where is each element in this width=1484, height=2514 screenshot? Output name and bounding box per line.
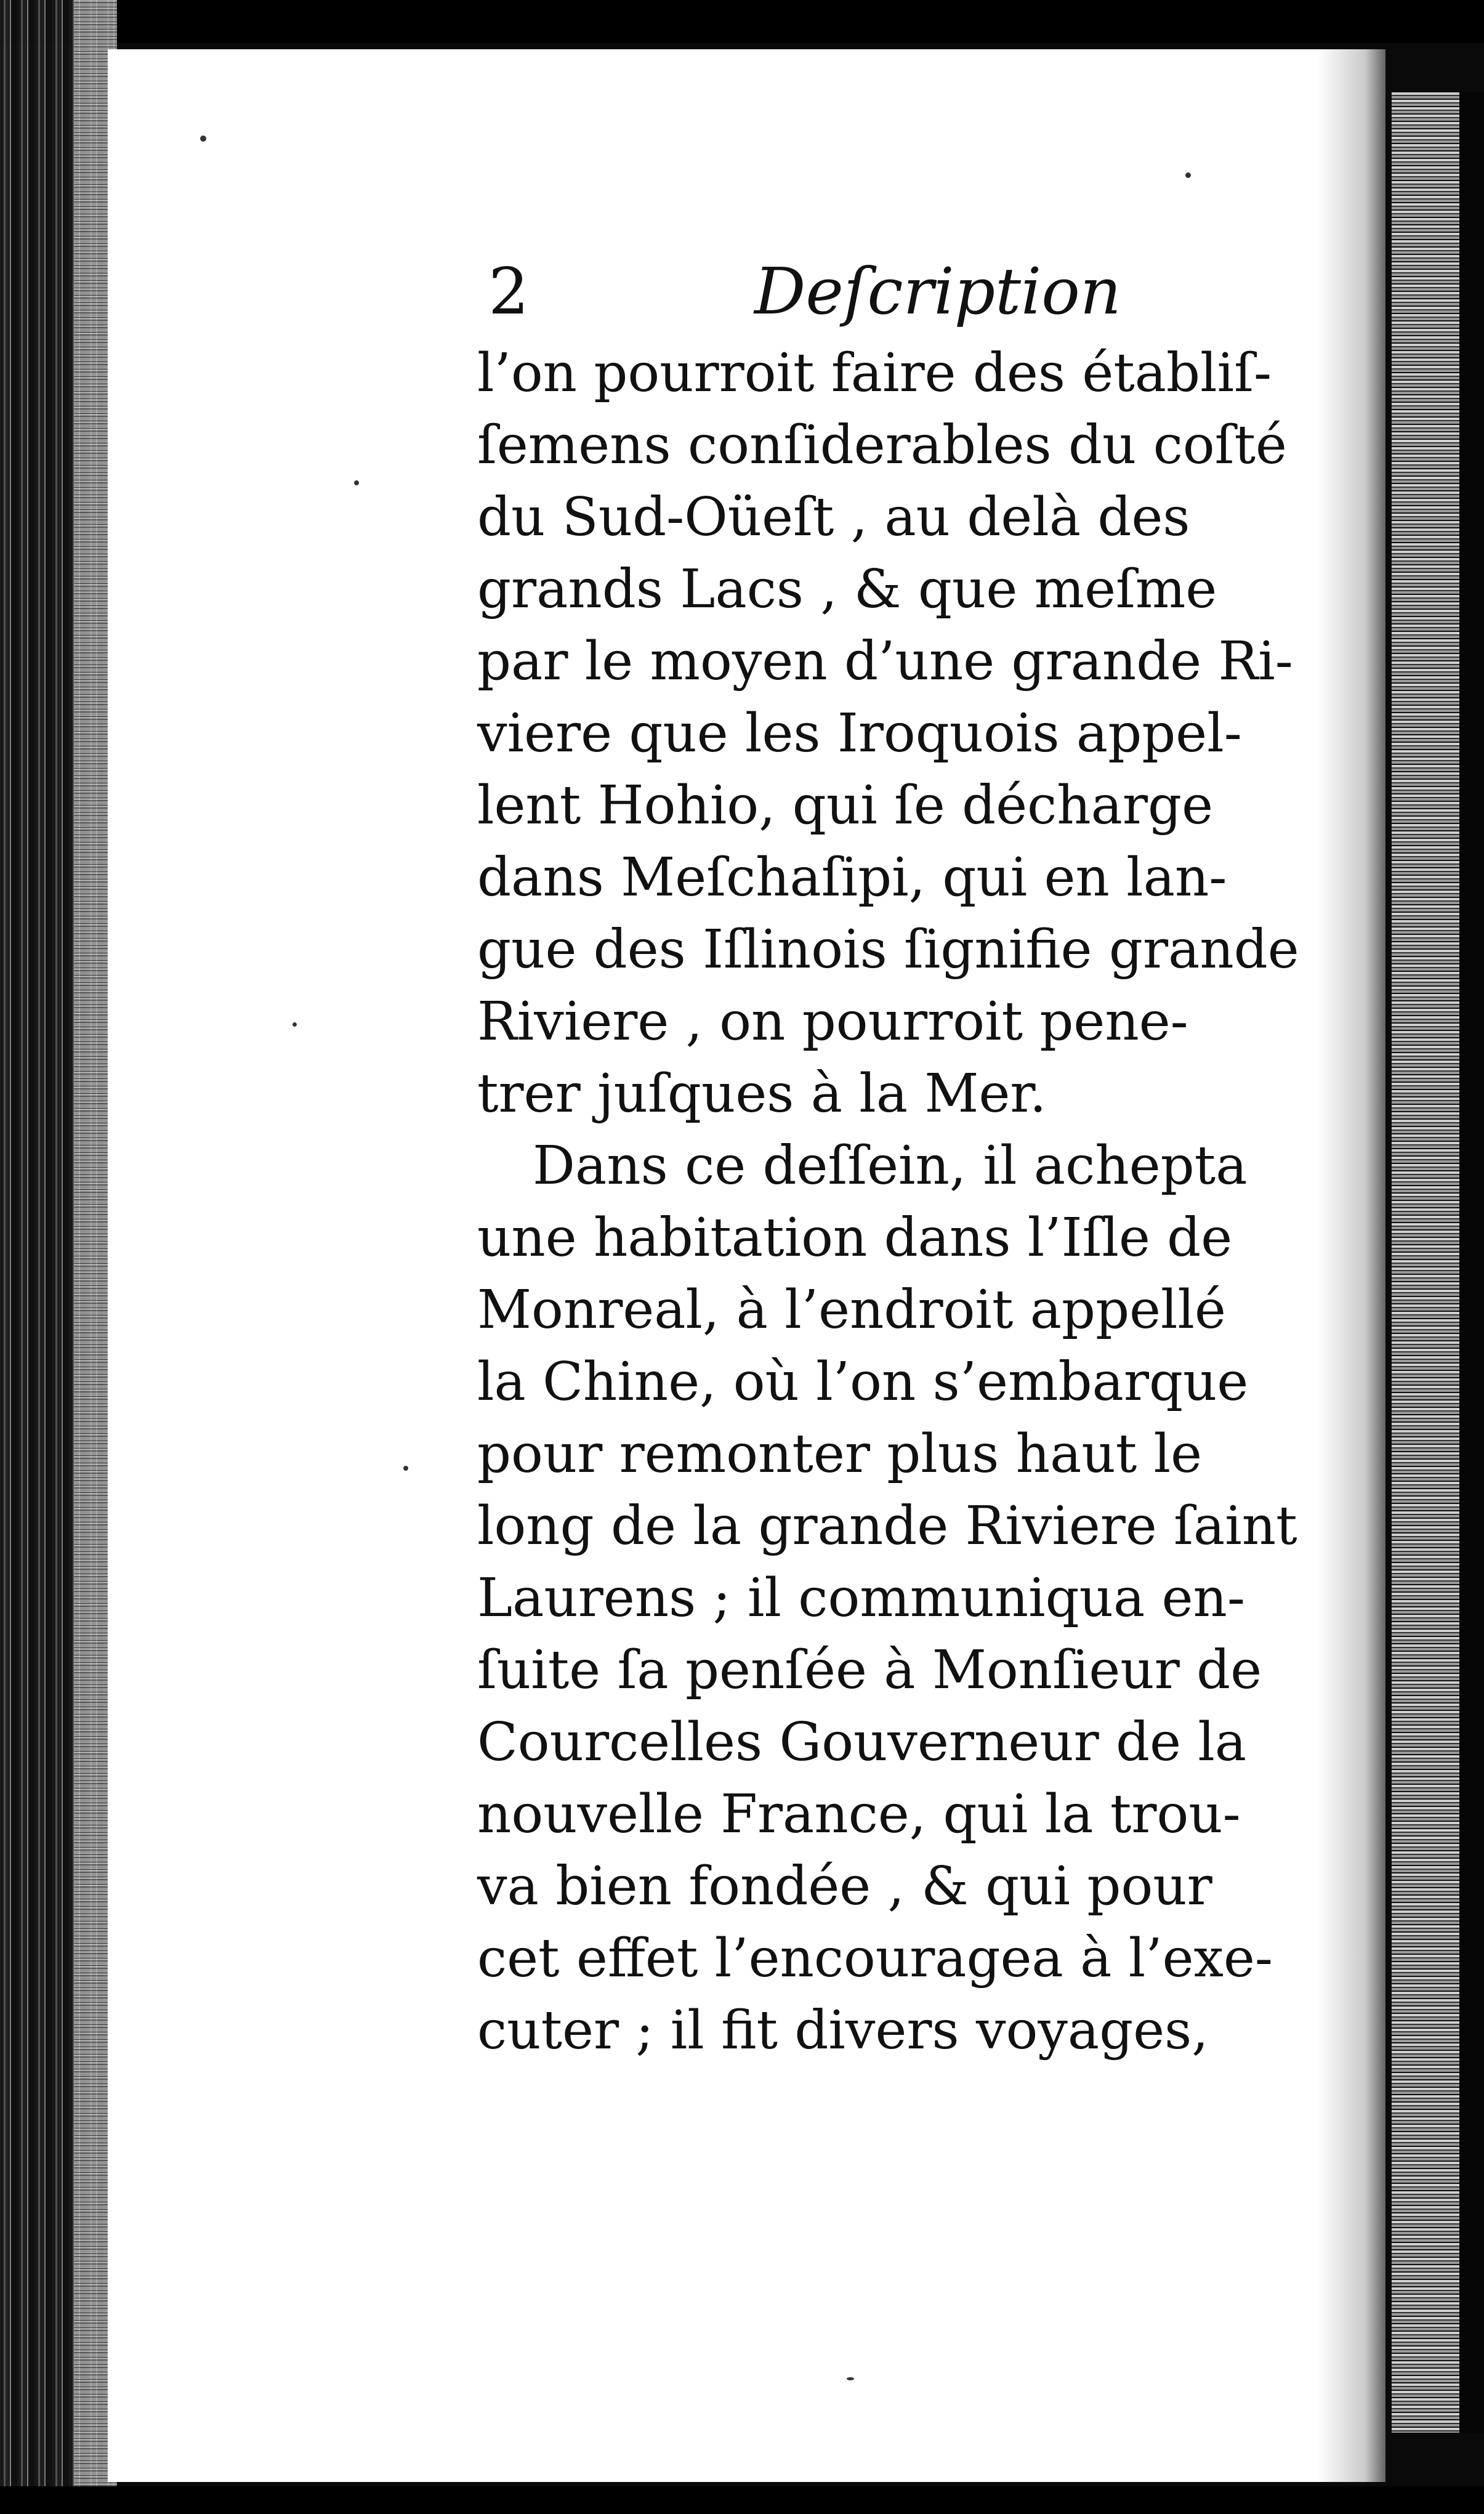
page-edge-stack	[1392, 92, 1484, 2433]
text-line: va bien fondée , & qui pour	[477, 1856, 1212, 1917]
text-line: gue des Iſlinois ſignifie grande	[477, 919, 1299, 980]
text-line: dans Meſchaſipi, qui en lan-	[477, 847, 1227, 908]
text-line: viere que les Iroquois appel-	[477, 703, 1242, 764]
scan-top-border	[0, 0, 1484, 43]
text-line: grands Lacs , & que meſme	[477, 559, 1217, 620]
text-line: la Chine, où l’on s’embarque	[477, 1351, 1249, 1413]
text-line: Dans ce deſſein, il achepta	[533, 1135, 1248, 1197]
text-line: ſemens conſiderables du coſté	[477, 414, 1287, 476]
running-title: Deſcription	[754, 254, 1121, 329]
text-line: lent Hohio, qui ſe décharge	[477, 775, 1213, 836]
text-line: l’on pourroit faire des établiſ-	[477, 342, 1272, 404]
page-header	[477, 245, 1475, 337]
page-number: 2	[488, 254, 530, 329]
scan-speck	[847, 2377, 854, 2380]
text-line: Monreal, à l’endroit appellé	[477, 1279, 1226, 1341]
scan-speck	[1185, 172, 1191, 178]
scan-speck	[403, 1466, 408, 1471]
text-line: Riviere , on pourroit pene-	[477, 991, 1188, 1053]
scan-speck	[354, 480, 359, 485]
scan-bottom-border	[0, 2486, 1484, 2514]
text-line: Laurens ; il communiqua en-	[477, 1567, 1245, 1629]
paper-page	[108, 49, 1385, 2482]
text-line: par le moyen d’une grande Ri-	[477, 631, 1293, 692]
text-line: du Sud-Oüeſt , au delà des	[477, 487, 1190, 548]
scan-speck	[292, 1022, 297, 1027]
text-block	[477, 245, 1475, 2067]
text-line: pour remonter plus haut le	[477, 1423, 1203, 1485]
body-text	[477, 337, 1475, 2067]
text-line: une habitation dans l’Iſle de	[477, 1207, 1233, 1269]
text-line: cuter ; il fit divers voyages,	[477, 2000, 1209, 2061]
text-line: nouvelle France, qui la trou-	[477, 1784, 1241, 1845]
text-line: Courcelles Gouverneur de la	[477, 1712, 1247, 1773]
book-gutter	[0, 0, 117, 2514]
text-line: ſuite ſa penſée à Monſieur de	[477, 1639, 1262, 1701]
text-line: cet effet l’encouragea à l’exe-	[477, 1928, 1273, 1989]
scan-speck	[200, 135, 206, 142]
text-line: trer juſques à la Mer.	[477, 1063, 1047, 1125]
text-line: long de la grande Riviere ſaint	[477, 1495, 1297, 1557]
